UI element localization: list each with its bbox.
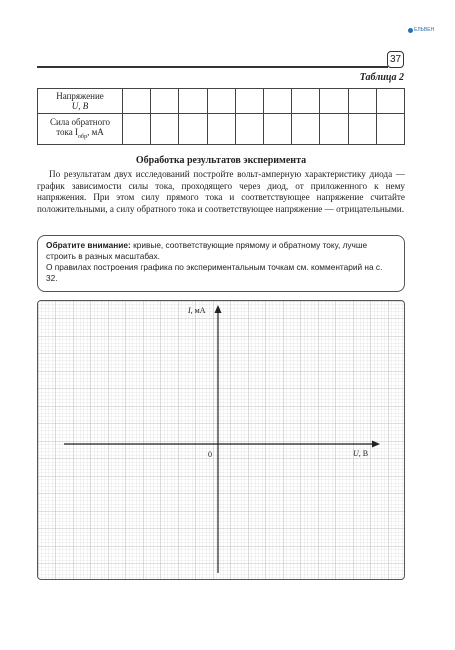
measurement-table xyxy=(37,88,405,145)
note-label: Обратите внимание: xyxy=(46,240,131,250)
table-cell[interactable] xyxy=(348,114,376,145)
graph-paper[interactable] xyxy=(37,300,405,580)
table-cell[interactable] xyxy=(376,114,404,145)
graph-svg xyxy=(38,301,404,579)
grid xyxy=(38,301,404,579)
top-rule xyxy=(37,66,388,68)
note-line-1: Обратите внимание: кривые, соответствующие прямому и обратному току, лучше строить в разных масштабах. xyxy=(46,240,368,261)
x-axis-label: U, В xyxy=(353,449,369,458)
table-cell[interactable] xyxy=(179,114,207,145)
table-row-current xyxy=(38,114,405,145)
table-cell[interactable] xyxy=(320,89,348,114)
table-cell[interactable] xyxy=(151,114,179,145)
table-cell[interactable] xyxy=(207,89,235,114)
row-header-voltage: Напряжение U, В xyxy=(38,89,123,114)
attention-note xyxy=(37,235,405,292)
instructions-paragraph: По результатам двух исследований постройте вольт-амперную характеристику диода — график зависимости силы тока, проходящего через диод, от приложенного к нему напряжения. При этом силу прямого тока и соответствующее напряжение считайте положительными, а силу обратного тока и соответствующее напряжение — отрицательными. xyxy=(37,169,405,214)
table-cell[interactable] xyxy=(235,114,263,145)
page-number: 37 xyxy=(387,51,404,68)
table-cell[interactable] xyxy=(207,114,235,145)
table-cell[interactable] xyxy=(179,89,207,114)
origin-label: 0 xyxy=(208,450,212,459)
table-cell[interactable] xyxy=(123,114,151,145)
logo-icon xyxy=(408,28,413,33)
row-header-current: Сила обратного тока $I_{обр}$, мА xyxy=(38,114,123,145)
table-cell[interactable] xyxy=(348,89,376,114)
table-cell[interactable] xyxy=(263,89,291,114)
publisher-logo xyxy=(408,27,434,33)
logo-text: ЕЛЬВЕН xyxy=(414,27,435,33)
table-cell[interactable] xyxy=(123,89,151,114)
note-line-2: О правилах построения графика по экспериментальным точкам см. комментарий на с. 32. xyxy=(46,262,383,283)
table-cell[interactable] xyxy=(292,89,320,114)
table-cell[interactable] xyxy=(151,89,179,114)
table-cell[interactable] xyxy=(235,89,263,114)
table-caption: Таблица 2 xyxy=(359,72,404,83)
table-cell[interactable] xyxy=(263,114,291,145)
table-cell[interactable] xyxy=(376,89,404,114)
section-title: Обработка результатов эксперимента xyxy=(135,155,307,166)
y-axis-label: I, мА xyxy=(188,306,206,315)
table-cell[interactable] xyxy=(320,114,348,145)
table-cell[interactable] xyxy=(292,114,320,145)
table-row-voltage xyxy=(38,89,405,114)
